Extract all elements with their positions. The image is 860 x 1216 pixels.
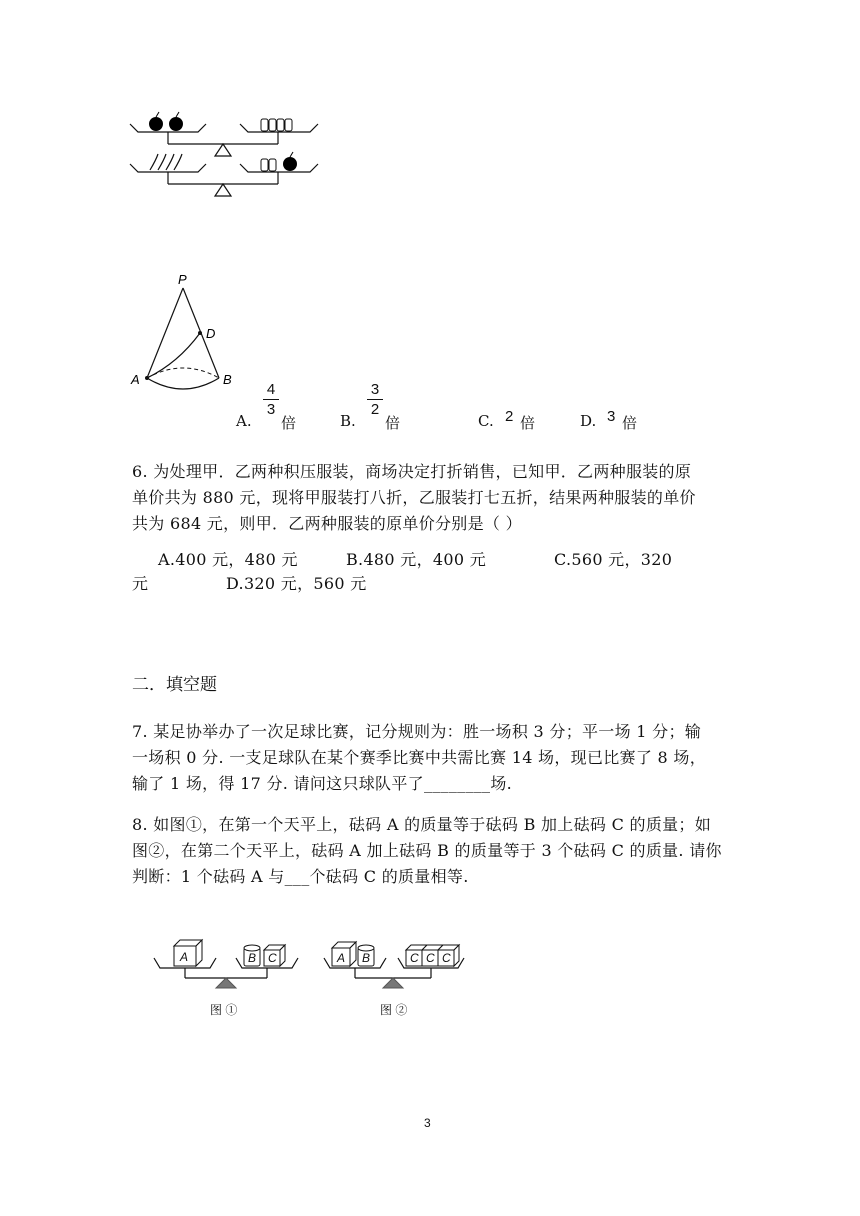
section-title: 二．填空题 (132, 675, 217, 695)
option-suffix: 倍 (622, 414, 638, 432)
cube-weight-icon (332, 942, 356, 966)
q7-line-1: 7. 某足协举办了一次足球比赛，记分规则为：胜一场积 3 分；平一场 1 分；输 (132, 722, 702, 741)
option-letter: D. (580, 412, 597, 430)
denominator: 2 (370, 401, 380, 418)
q8-line-2: 图②，在第二个天平上，砝码 A 加上砝码 B 的质量等于 3 个砝码 C 的质量. 请你 (132, 841, 722, 860)
weight-label: C (268, 951, 277, 965)
numerator: 3 (370, 381, 380, 398)
q8-line-1: 8. 如图①，在第一个天平上，砝码 A 的质量等于砝码 B 加上砝码 C 的质量；如 (132, 815, 712, 834)
weight-label: C (426, 951, 435, 965)
option-letter: A. (236, 412, 252, 430)
q6-line-1: 6. 为处理甲．乙两种积压服装，商场决定打折销售，已知甲．乙两种服装的原 (132, 462, 692, 481)
q8-line-3: 判断：1 个砝码 A 与___个砝码 C 的质量相等. (132, 867, 469, 886)
fraction (263, 381, 279, 418)
option-suffix: 倍 (281, 414, 297, 432)
option-letter: C. (478, 412, 494, 430)
cylinder-weight-icon (244, 945, 260, 966)
option-letter: B. (340, 412, 356, 430)
balance-scales-figure (128, 108, 328, 203)
fulcrum-icon (216, 978, 236, 988)
q6-option-b: B.480 元，400 元 (346, 550, 486, 569)
weight-label: C (410, 951, 419, 965)
q7-line-3: 输了 1 场，得 17 分. 请问这只球队平了________场. (132, 774, 513, 793)
cylinder-weight-icon (358, 945, 374, 966)
q6-option-d: D.320 元，560 元 (226, 574, 367, 593)
cylinder-weights-icon (261, 159, 276, 171)
banana-icon (150, 154, 182, 170)
weights-balance-figures (150, 930, 470, 1025)
option-suffix: 倍 (385, 414, 401, 432)
cone-label-d: D (206, 326, 216, 341)
option-value: 3 (607, 408, 616, 425)
fraction-bar (263, 399, 279, 400)
apple-icon (283, 152, 297, 171)
denominator: 3 (266, 401, 276, 418)
figure-2-caption: 图 ② (380, 1003, 408, 1017)
weight-label: C (442, 951, 451, 965)
cube-weight-icon (264, 945, 285, 966)
page-number: 3 (424, 1116, 431, 1130)
weight-label: A (337, 951, 346, 965)
q6-option-c: C.560 元，320 (554, 550, 673, 569)
cone-label-p: P (178, 272, 187, 287)
weight-label: A (180, 950, 189, 964)
q6-option-a: A.400 元，480 元 (158, 550, 298, 569)
cone-label-b: B (223, 372, 232, 387)
q6-option-c-unit: 元 (132, 574, 149, 593)
cube-weight-icon (438, 945, 459, 966)
weight-label: B (362, 951, 371, 965)
cylinder-weights-icon (261, 119, 292, 131)
option-suffix: 倍 (520, 414, 536, 432)
fraction (367, 381, 383, 418)
q6-line-2: 单价共为 880 元，现将甲服装打八折，乙服装打七五折，结果两种服装的单价 (132, 488, 696, 507)
figure-1-caption: 图 ① (210, 1003, 238, 1017)
cone-label-a: A (131, 372, 140, 387)
apple-icon (149, 112, 183, 131)
cone-figure (128, 268, 248, 398)
fulcrum-icon (383, 978, 403, 988)
q6-line-3: 共为 684 元，则甲．乙两种服装的原单价分别是（ ） (132, 514, 522, 533)
fraction-bar (367, 399, 383, 400)
numerator: 4 (266, 381, 276, 398)
cube-weight-icon (174, 940, 202, 966)
weight-label: B (248, 951, 257, 965)
option-value: 2 (505, 408, 514, 425)
q7-line-2: 一场积 0 分. 一支足球队在某个赛季比赛中共需比赛 14 场，现已比赛了 8 场， (132, 748, 707, 767)
